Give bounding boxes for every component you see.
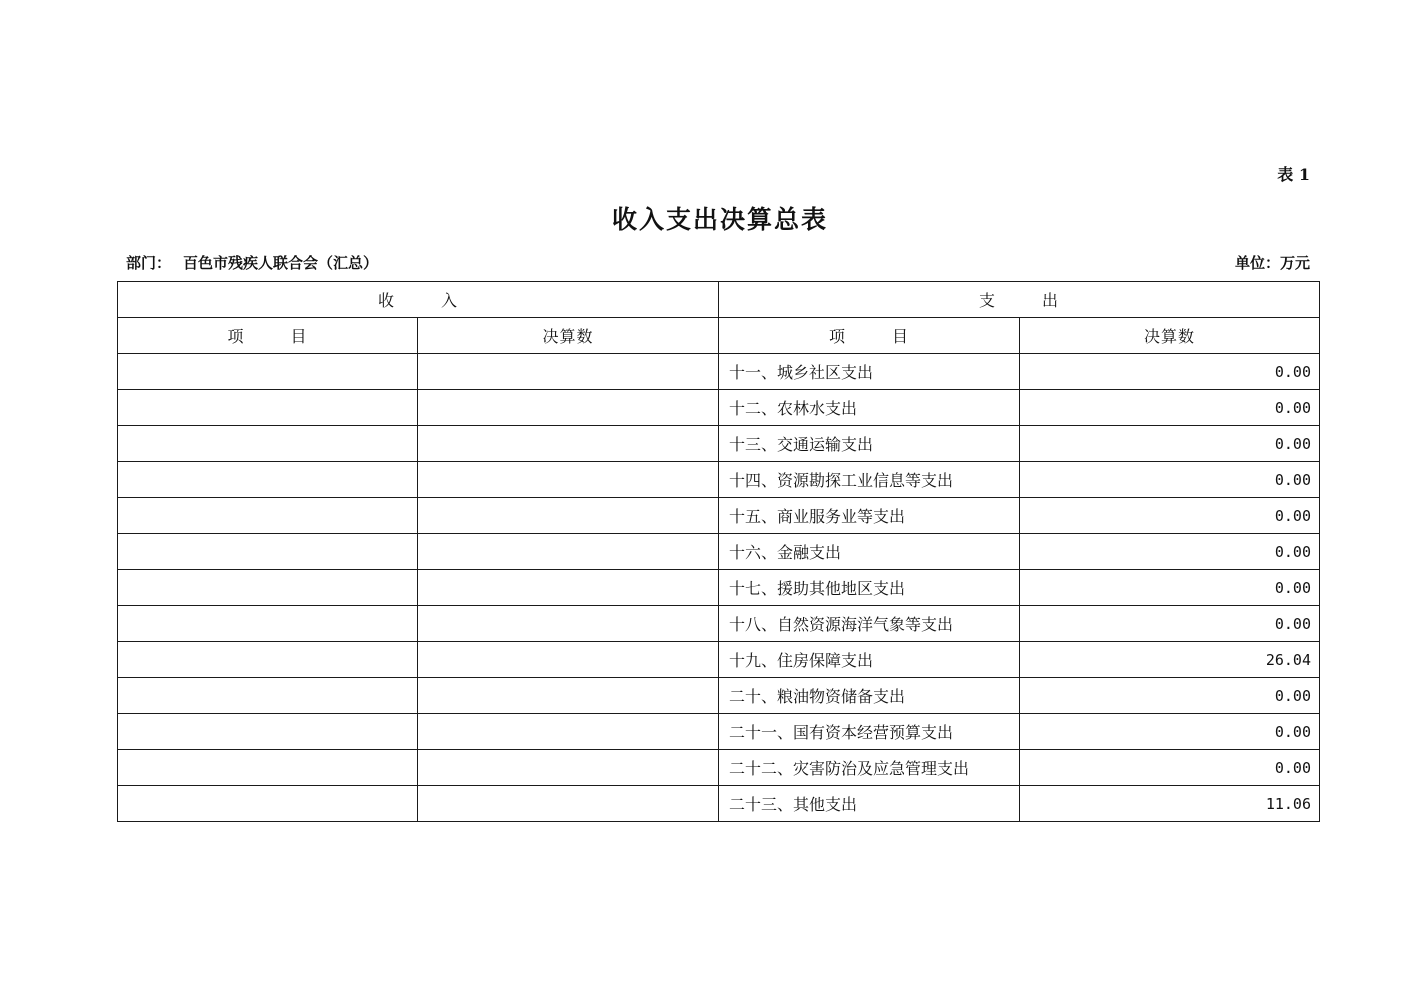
- expense-amount-cell: 0.00: [1020, 534, 1320, 570]
- income-group-header: 收 入: [118, 282, 719, 318]
- table-row: [118, 354, 1320, 390]
- table-row: [118, 426, 1320, 462]
- table-row: [118, 606, 1320, 642]
- expense-amount-cell: 0.00: [1020, 498, 1320, 534]
- income-item-cell: [118, 714, 418, 750]
- expense-item-cell: 二十一、国有资本经营预算支出: [719, 714, 1020, 750]
- expense-amount-cell: 0.00: [1020, 354, 1320, 390]
- income-item-cell: [118, 354, 418, 390]
- expense-item-cell: 十二、农林水支出: [719, 390, 1020, 426]
- income-item-cell: [118, 786, 418, 822]
- income-item-cell: [118, 462, 418, 498]
- expense-amount-header: 决算数: [1020, 318, 1320, 354]
- table-group-header-row: [118, 282, 1320, 318]
- expense-item-cell: 二十二、灾害防治及应急管理支出: [719, 750, 1020, 786]
- income-item-cell: [118, 534, 418, 570]
- expense-amount-cell: 11.06: [1020, 786, 1320, 822]
- income-amount-cell: [418, 642, 719, 678]
- income-item-cell: [118, 606, 418, 642]
- income-amount-cell: [418, 354, 719, 390]
- expense-amount-cell: 0.00: [1020, 750, 1320, 786]
- table-row: [118, 498, 1320, 534]
- expense-item-cell: 十六、金融支出: [719, 534, 1020, 570]
- income-amount-cell: [418, 714, 719, 750]
- expense-item-cell: 十七、援助其他地区支出: [719, 570, 1020, 606]
- department-label: 部门：: [126, 254, 172, 272]
- expense-amount-cell: 0.00: [1020, 426, 1320, 462]
- income-amount-cell: [418, 570, 719, 606]
- table-row: [118, 786, 1320, 822]
- income-amount-cell: [418, 390, 719, 426]
- table-row: [118, 462, 1320, 498]
- expense-amount-cell: 0.00: [1020, 570, 1320, 606]
- expense-amount-cell: 0.00: [1020, 606, 1320, 642]
- income-amount-cell: [418, 462, 719, 498]
- expense-amount-cell: 0.00: [1020, 462, 1320, 498]
- table-number-label: 表 1: [1277, 165, 1310, 184]
- table-row: [118, 750, 1320, 786]
- table-column-header-row: [118, 318, 1320, 354]
- income-item-cell: [118, 426, 418, 462]
- income-amount-cell: [418, 750, 719, 786]
- income-amount-cell: [418, 498, 719, 534]
- income-item-cell: [118, 570, 418, 606]
- income-amount-cell: [418, 786, 719, 822]
- income-amount-cell: [418, 606, 719, 642]
- expense-item-cell: 十三、交通运输支出: [719, 426, 1020, 462]
- income-item-cell: [118, 390, 418, 426]
- income-item-cell: [118, 750, 418, 786]
- unit-label: 单位：万元: [1234, 254, 1310, 272]
- income-item-cell: [118, 498, 418, 534]
- table-row: [118, 390, 1320, 426]
- table-row: [118, 534, 1320, 570]
- document-title: 收入支出决算总表: [611, 205, 828, 234]
- table-row: [118, 570, 1320, 606]
- expense-amount-cell: 0.00: [1020, 714, 1320, 750]
- expense-item-cell: 十八、自然资源海洋气象等支出: [719, 606, 1020, 642]
- expense-item-cell: 二十三、其他支出: [719, 786, 1020, 822]
- table-row: [118, 678, 1320, 714]
- department-value: 百色市残疾人联合会（汇总）: [183, 254, 379, 272]
- document-meta-row: [126, 252, 1310, 274]
- income-amount-header: 决算数: [418, 318, 719, 354]
- income-amount-cell: [418, 678, 719, 714]
- table-row: [118, 714, 1320, 750]
- expense-amount-cell: 0.00: [1020, 678, 1320, 714]
- expense-amount-cell: 26.04: [1020, 642, 1320, 678]
- income-amount-cell: [418, 534, 719, 570]
- expense-item-cell: 十九、住房保障支出: [719, 642, 1020, 678]
- expense-item-header: 项 目: [719, 318, 1020, 354]
- expense-amount-cell: 0.00: [1020, 390, 1320, 426]
- income-amount-cell: [418, 426, 719, 462]
- income-item-header: 项 目: [118, 318, 418, 354]
- expense-item-cell: 十五、商业服务业等支出: [719, 498, 1020, 534]
- expense-item-cell: 二十、粮油物资储备支出: [719, 678, 1020, 714]
- income-item-cell: [118, 678, 418, 714]
- table-row: [118, 642, 1320, 678]
- income-expense-table: [117, 281, 1320, 822]
- income-item-cell: [118, 642, 418, 678]
- department-info: [126, 252, 378, 273]
- expense-item-cell: 十一、城乡社区支出: [719, 354, 1020, 390]
- expense-group-header: 支 出: [719, 282, 1320, 318]
- expense-item-cell: 十四、资源勘探工业信息等支出: [719, 462, 1020, 498]
